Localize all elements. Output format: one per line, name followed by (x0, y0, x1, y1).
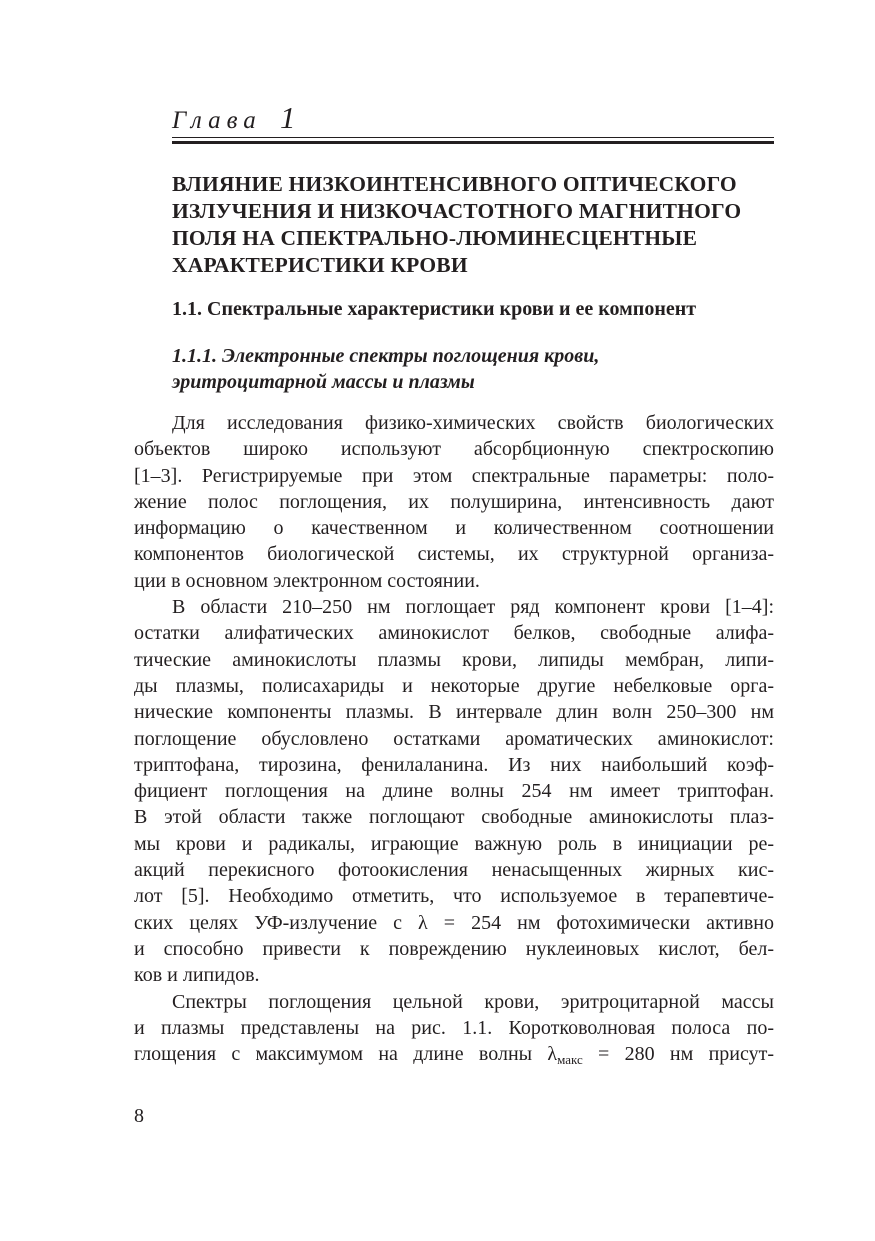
text-line: поглощение обусловлено остатками ароматических аминокислот: (134, 727, 774, 750)
text-line: акций перекисного фотоокисления ненасыщенных жирных кис- (134, 859, 774, 882)
text-fragment: глощения с максимумом на длине волны λ (134, 1043, 558, 1066)
text-line: триптофана, тирозина, фенилаланина. Из них наибольший коэф- (134, 753, 774, 776)
subsection-title-line: эритроцитарной массы и плазмы (172, 370, 475, 393)
chapter-rule-thin (172, 137, 774, 138)
paragraph-3 (134, 989, 774, 1068)
text-line: лот [5]. Необходимо отметить, что используемое в терапевтиче- (134, 885, 774, 908)
text-fragment: = 280 нм присут- (582, 1043, 774, 1066)
section-title: 1.1. Спектральные характеристики крови и ее компонент (172, 298, 697, 320)
chapter-word: Глава (172, 107, 262, 134)
text-line: информацию о качественном и количественном соотношении (134, 517, 774, 540)
chapter-title-line: ХАРАКТЕРИСТИКИ КРОВИ (172, 253, 468, 277)
text-line: остатки алифатических аминокислот белков, свободные алифа- (134, 622, 774, 645)
subsection-title (172, 344, 732, 395)
chapter-rule-thick (172, 141, 774, 144)
text-line: ков и липидов. (134, 964, 260, 987)
text-line: ских целях УФ-излучение с λ = 254 нм фотохимически активно (134, 911, 774, 934)
text-line: Спектры поглощения цельной крови, эритроцитарной массы (172, 990, 774, 1013)
text-line: и способно привести к повреждению нуклеиновых кислот, бел- (134, 937, 774, 960)
text-line: нические компоненты плазмы. В интервале длин волн 250–300 нм (134, 701, 774, 724)
chapter-title-line: ВЛИЯНИЕ НИЗКОИНТЕНСИВНОГО ОПТИЧЕСКОГО (172, 172, 737, 196)
paragraph-1 (134, 410, 774, 594)
paragraph-2 (134, 594, 774, 988)
chapter-title-line: ИЗЛУЧЕНИЯ И НИЗКОЧАСТОТНОГО МАГНИТНОГО (172, 199, 742, 223)
text-line: объектов широко используют абсорбционную спектроскопию (134, 438, 774, 461)
text-line: тические аминокислоты плазмы крови, липиды мембран, липи- (134, 648, 774, 671)
text-line: В области 210–250 нм поглощает ряд компонент крови [1–4]: (172, 596, 774, 619)
page-number: 8 (134, 1105, 144, 1127)
body-text (134, 410, 774, 1067)
chapter-number: 1 (280, 100, 296, 135)
text-line: и плазмы представлены на рис. 1.1. Коротковолновая полоса по- (134, 1016, 774, 1039)
text-line: ды плазмы, полисахариды и некоторые другие небелковые орга- (134, 674, 774, 697)
lambda-subscript: макс (557, 1052, 583, 1068)
chapter-title-line: ПОЛЯ НА СПЕКТРАЛЬНО-ЛЮМИНЕСЦЕНТНЫЕ (172, 226, 698, 250)
text-line: Для исследования физико-химических свойств биологических (172, 412, 774, 434)
text-line: компонентов биологической системы, их структурной организа- (134, 543, 774, 566)
text-line: мы крови и радикалы, играющие важную роль в инициации ре- (134, 832, 774, 855)
text-line: жение полос поглощения, их полуширина, интенсивность дают (134, 490, 774, 513)
chapter-title (172, 171, 782, 279)
chapter-label (172, 100, 296, 136)
text-line-with-subscript (134, 1041, 774, 1067)
subsection-title-line: 1.1.1. Электронные спектры поглощения крови, (172, 345, 600, 367)
text-line: В этой области также поглощают свободные аминокислоты плаз- (134, 806, 774, 829)
text-line: ции в основном электронном состоянии. (134, 569, 480, 592)
text-line: фициент поглощения на длине волны 254 нм имеет триптофан. (134, 780, 774, 803)
text-line: [1–3]. Регистрируемые при этом спектральные параметры: поло- (134, 464, 774, 487)
